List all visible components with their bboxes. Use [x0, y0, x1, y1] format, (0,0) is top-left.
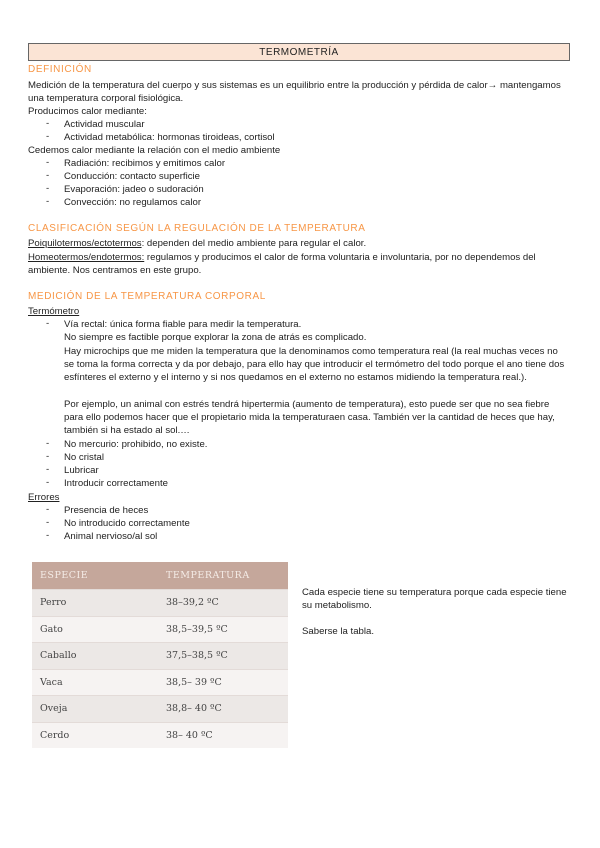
table-row [32, 696, 288, 723]
table-row [32, 643, 288, 670]
poiquilotermos-paragraph [28, 237, 568, 250]
dash-marker: - [46, 118, 50, 129]
cell-especie: Gato [32, 616, 158, 643]
list-item: Conducción: contacto superficie [64, 171, 200, 182]
cell-especie: Caballo [32, 643, 158, 670]
homeotermos-text: regulamos y producimos el calor de forma voluntaria e involuntaria, por no dependemos del ambiente. Nos centramos en este grupo. [28, 252, 536, 276]
errores-subheading: Errores [28, 492, 60, 503]
list-item: Lubricar [64, 465, 99, 476]
dash-marker: - [46, 464, 50, 475]
dash-marker: - [46, 517, 50, 528]
page-title: TERMOMETRÍA [28, 43, 570, 61]
homeotermos-paragraph [28, 251, 568, 277]
rectal-detail-1: No siempre es factible porque explorar la zona de atrás es complicado. [64, 332, 367, 343]
dash-marker: - [46, 318, 50, 329]
clasificacion-heading: CLASIFICACIÓN SEGÚN LA REGULACIÓN DE LA TEMPERATURA [28, 223, 366, 234]
producimos-label: Producimos calor mediante: [28, 106, 147, 117]
header-temperatura: TEMPERATURA [158, 562, 288, 590]
cell-temperatura: 37,5–38,5 ºC [158, 643, 288, 670]
cell-temperatura: 38,5–39,5 ºC [158, 616, 288, 643]
cell-temperatura: 38– 40 ºC [158, 722, 288, 748]
list-item: Presencia de heces [64, 505, 149, 516]
list-item: Introducir correctamente [64, 478, 168, 489]
cell-temperatura: 38,5– 39 ºC [158, 669, 288, 696]
list-item: Vía rectal: única forma fiable para medir la temperatura. [64, 319, 302, 330]
header-especie: ESPECIE [32, 562, 158, 590]
cell-especie: Vaca [32, 669, 158, 696]
dash-marker: - [46, 183, 50, 194]
list-item: Convección: no regulamos calor [64, 197, 202, 208]
cell-especie: Perro [32, 590, 158, 617]
dash-marker: - [46, 451, 50, 462]
homeotermos-term: Homeotermos/endotermos: [28, 252, 145, 263]
dash-marker: - [46, 196, 50, 207]
dash-marker: - [46, 504, 50, 515]
especie-note: Cada especie tiene su temperatura porque cada especie tiene su metabolismo. [302, 587, 567, 611]
rectal-detail-2: Hay microchips que me miden la temperatura que la denominamos como temperatura real (la real muchas veces no se toma la forma correcta y da por debajo, para ello hay que introducir el termómetro del todo porque el ano tiene dos esfínteres el externo y el interno y si nos quedamos en el externo no estamos midiendo la temperatura real.). [64, 346, 565, 383]
table-row [32, 722, 288, 748]
definicion-text: Medición de la temperatura del cuerpo y sus sistemas es un equilibrio entre la producción y pérdida de calor→ mantengamos una temperatura corporal fisiológica. [28, 80, 561, 104]
dash-marker: - [46, 477, 50, 488]
cell-temperatura: 38–39,2 ºC [158, 590, 288, 617]
dash-marker: - [46, 530, 50, 541]
saberse-note: Saberse la tabla. [302, 626, 374, 637]
cell-especie: Oveja [32, 696, 158, 723]
list-item: Radiación: recibimos y emitimos calor [64, 158, 226, 169]
definicion-heading: DEFINICIÓN [28, 64, 92, 75]
table-row [32, 616, 288, 643]
list-item: Actividad metabólica: hormonas tiroideas, cortisol [64, 132, 275, 143]
poiquilotermos-term: Poiquilotermos/ectotermos [28, 238, 142, 249]
medicion-heading: MEDICIÓN DE LA TEMPERATURA CORPORAL [28, 291, 266, 302]
list-item: No mercurio: prohibido, no existe. [64, 439, 208, 450]
list-item: Actividad muscular [64, 119, 145, 130]
poiquilotermos-text: : dependen del medio ambiente para regular el calor. [141, 238, 367, 249]
dash-marker: - [46, 170, 50, 181]
cell-temperatura: 38,8– 40 ºC [158, 696, 288, 723]
dash-marker: - [46, 131, 50, 142]
list-item: Evaporación: jadeo o sudoración [64, 184, 204, 195]
dash-marker: - [46, 157, 50, 168]
cedemos-label: Cedemos calor mediante la relación con el medio ambiente [28, 145, 281, 156]
dash-marker: - [46, 438, 50, 449]
table-header-row [32, 562, 288, 590]
termometro-subheading: Termómetro [28, 306, 80, 317]
list-item: Animal nervioso/al sol [64, 531, 158, 542]
table-row [32, 590, 288, 617]
list-item: No introducido correctamente [64, 518, 190, 529]
list-item: No cristal [64, 452, 104, 463]
cell-especie: Cerdo [32, 722, 158, 748]
temperature-table [32, 562, 288, 748]
table-row [32, 669, 288, 696]
rectal-detail-3: Por ejemplo, un animal con estrés tendrá hipertermia (aumento de temperatura), esto puede ser que no sea fiebre para ello podemos hacer que el propietario mida la temperaturaen casa. También ver la cantidad de heces que hay, también si ha estado al sol.… [64, 399, 555, 436]
